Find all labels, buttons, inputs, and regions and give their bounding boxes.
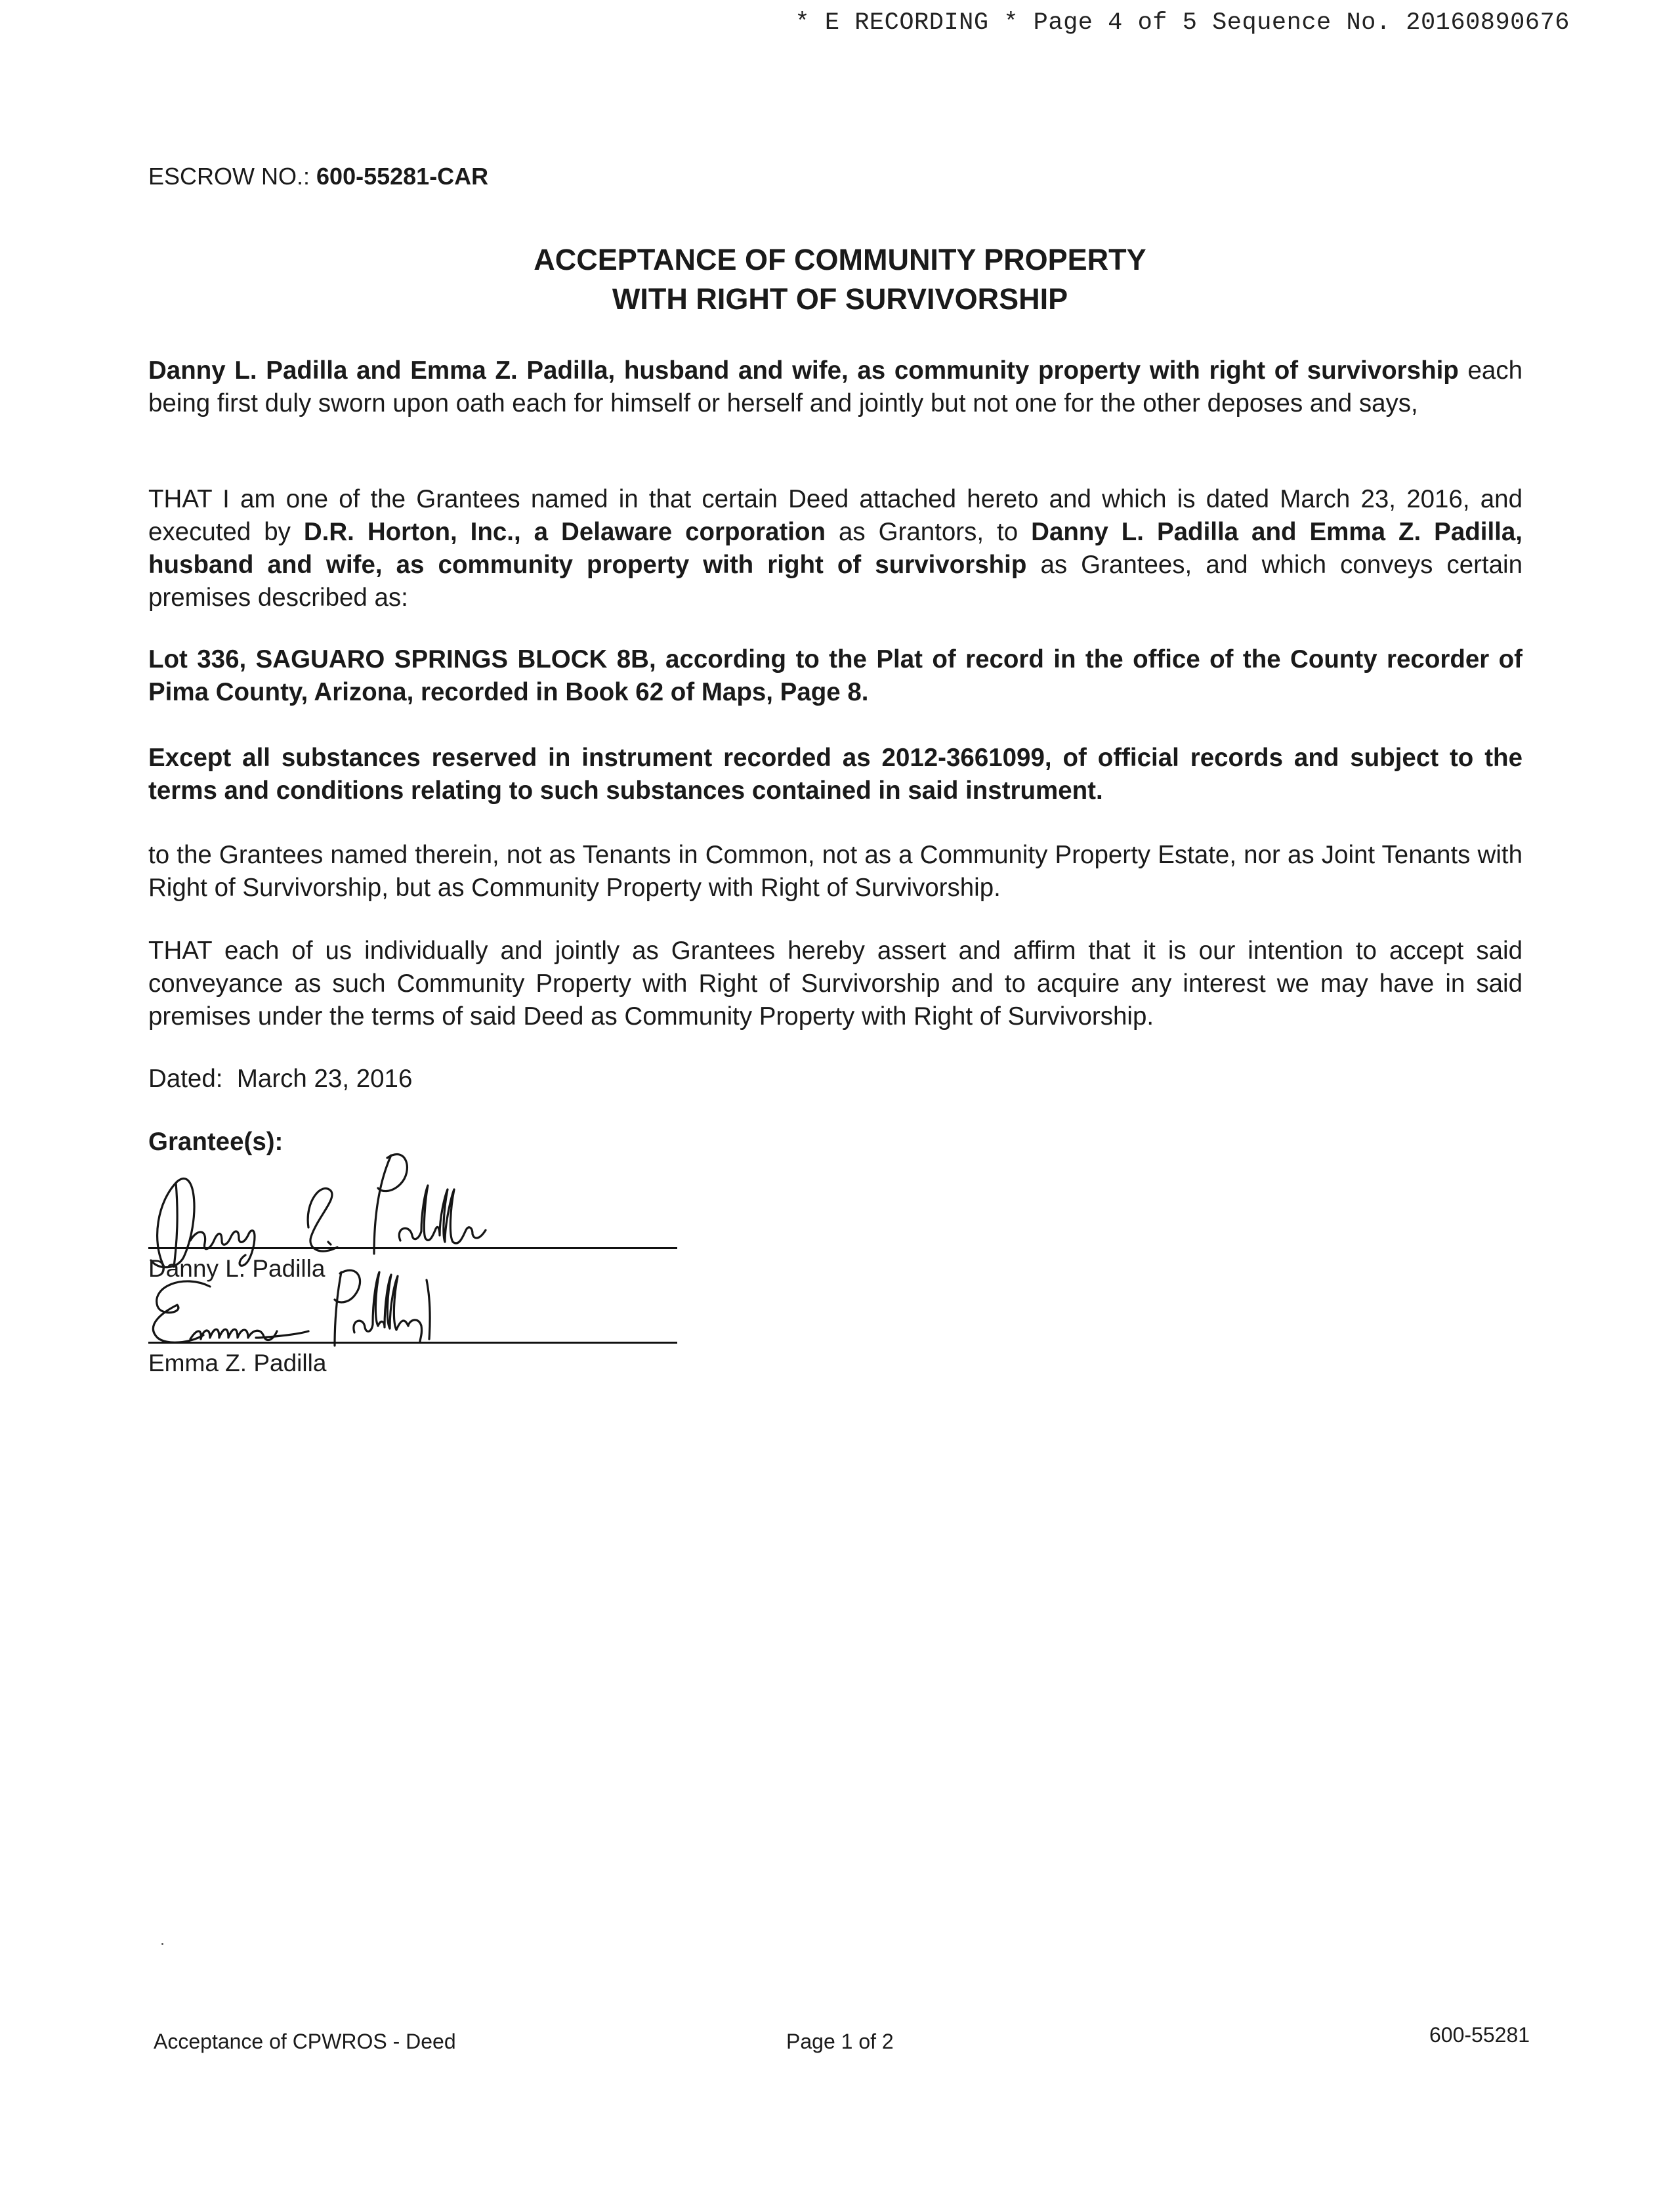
escrow-number: 600-55281-CAR bbox=[316, 163, 489, 190]
footer-escrow-ref: 600-55281 bbox=[1429, 2023, 1530, 2047]
paragraph-parties bbox=[148, 354, 1522, 420]
scan-speck bbox=[161, 1943, 163, 1945]
signature-danny bbox=[138, 1142, 545, 1273]
deed-reference-text-2: as Grantors, to bbox=[826, 518, 1032, 546]
document-title-line1: ACCEPTANCE OF COMMUNITY PROPERTY bbox=[534, 243, 1146, 276]
paragraph-tenancy: to the Grantees named therein, not as Tenants in Common, not as a Community Property Estate, nor as Joint Tenants with Right of Survivorship, but as Community Property with Right of Survivorship. bbox=[148, 841, 1522, 902]
paragraph-affirmation: THAT each of us individually and jointly as Grantees hereby assert and affirm that it is our intention to accept said conveyance as such Community Property with Right of Survivorship and to acquire any interest we may have in said premises under the terms of said Deed as Community Property with Right of Survivorship. bbox=[148, 937, 1522, 1031]
footer-page-number: Page 1 of 2 bbox=[786, 2030, 894, 2053]
deed-reference-text-3: as Grantees, and which conveys certain premises described as: bbox=[148, 551, 1522, 612]
escrow-number-line bbox=[148, 163, 488, 190]
parties-names: Danny L. Padilla and Emma Z. Padilla, husband and wife, as community property with right of survivorship bbox=[148, 356, 1459, 385]
exception-clause: Except all substances reserved in instrument recorded as 2012-3661099, of official records and subject to the terms and conditions relating to such substances contained in said instrument. bbox=[148, 744, 1522, 805]
legal-description: Lot 336, SAGUARO SPRINGS BLOCK 8B, according to the Plat of record in the office of the County recorder of Pima County, Arizona, recorded in Book 62 of Maps, Page 8. bbox=[148, 645, 1522, 706]
paragraph-deed-reference bbox=[148, 483, 1522, 614]
recording-stamp: * E RECORDING * Page 4 of 5 Sequence No. 20160890676 bbox=[795, 9, 1570, 37]
grantees-label: Grantee(s): bbox=[148, 1128, 284, 1156]
signer-name-2: Emma Z. Padilla bbox=[148, 1350, 327, 1376]
escrow-label: ESCROW NO.: bbox=[148, 163, 310, 190]
signature-line-1 bbox=[148, 1247, 677, 1249]
deed-reference-text: THAT I am one of the Grantees named in that certain Deed attached hereto and which is dated March 23, 2016, and executed by bbox=[148, 485, 1522, 546]
grantor-name: D.R. Horton, Inc., a Delaware corporation bbox=[303, 518, 826, 546]
signature-line-2 bbox=[148, 1342, 677, 1344]
document-title-line2: WITH RIGHT OF SURVIVORSHIP bbox=[612, 282, 1068, 316]
grantee-names: Danny L. Padilla and Emma Z. Padilla, husband and wife, as community property with right of survivorship bbox=[148, 518, 1522, 579]
paragraph-parties-text: each being first duly sworn upon oath each for himself or herself and jointly but not one for the other deposes and says, bbox=[148, 356, 1522, 417]
dated-line bbox=[148, 1065, 412, 1094]
dated-value: March 23, 2016 bbox=[236, 1065, 413, 1093]
signer-name-1: Danny L. Padilla bbox=[148, 1255, 326, 1282]
signature-emma bbox=[138, 1260, 545, 1359]
dated-label: Dated: bbox=[148, 1065, 223, 1093]
footer-document-name: Acceptance of CPWROS - Deed bbox=[154, 2030, 456, 2053]
